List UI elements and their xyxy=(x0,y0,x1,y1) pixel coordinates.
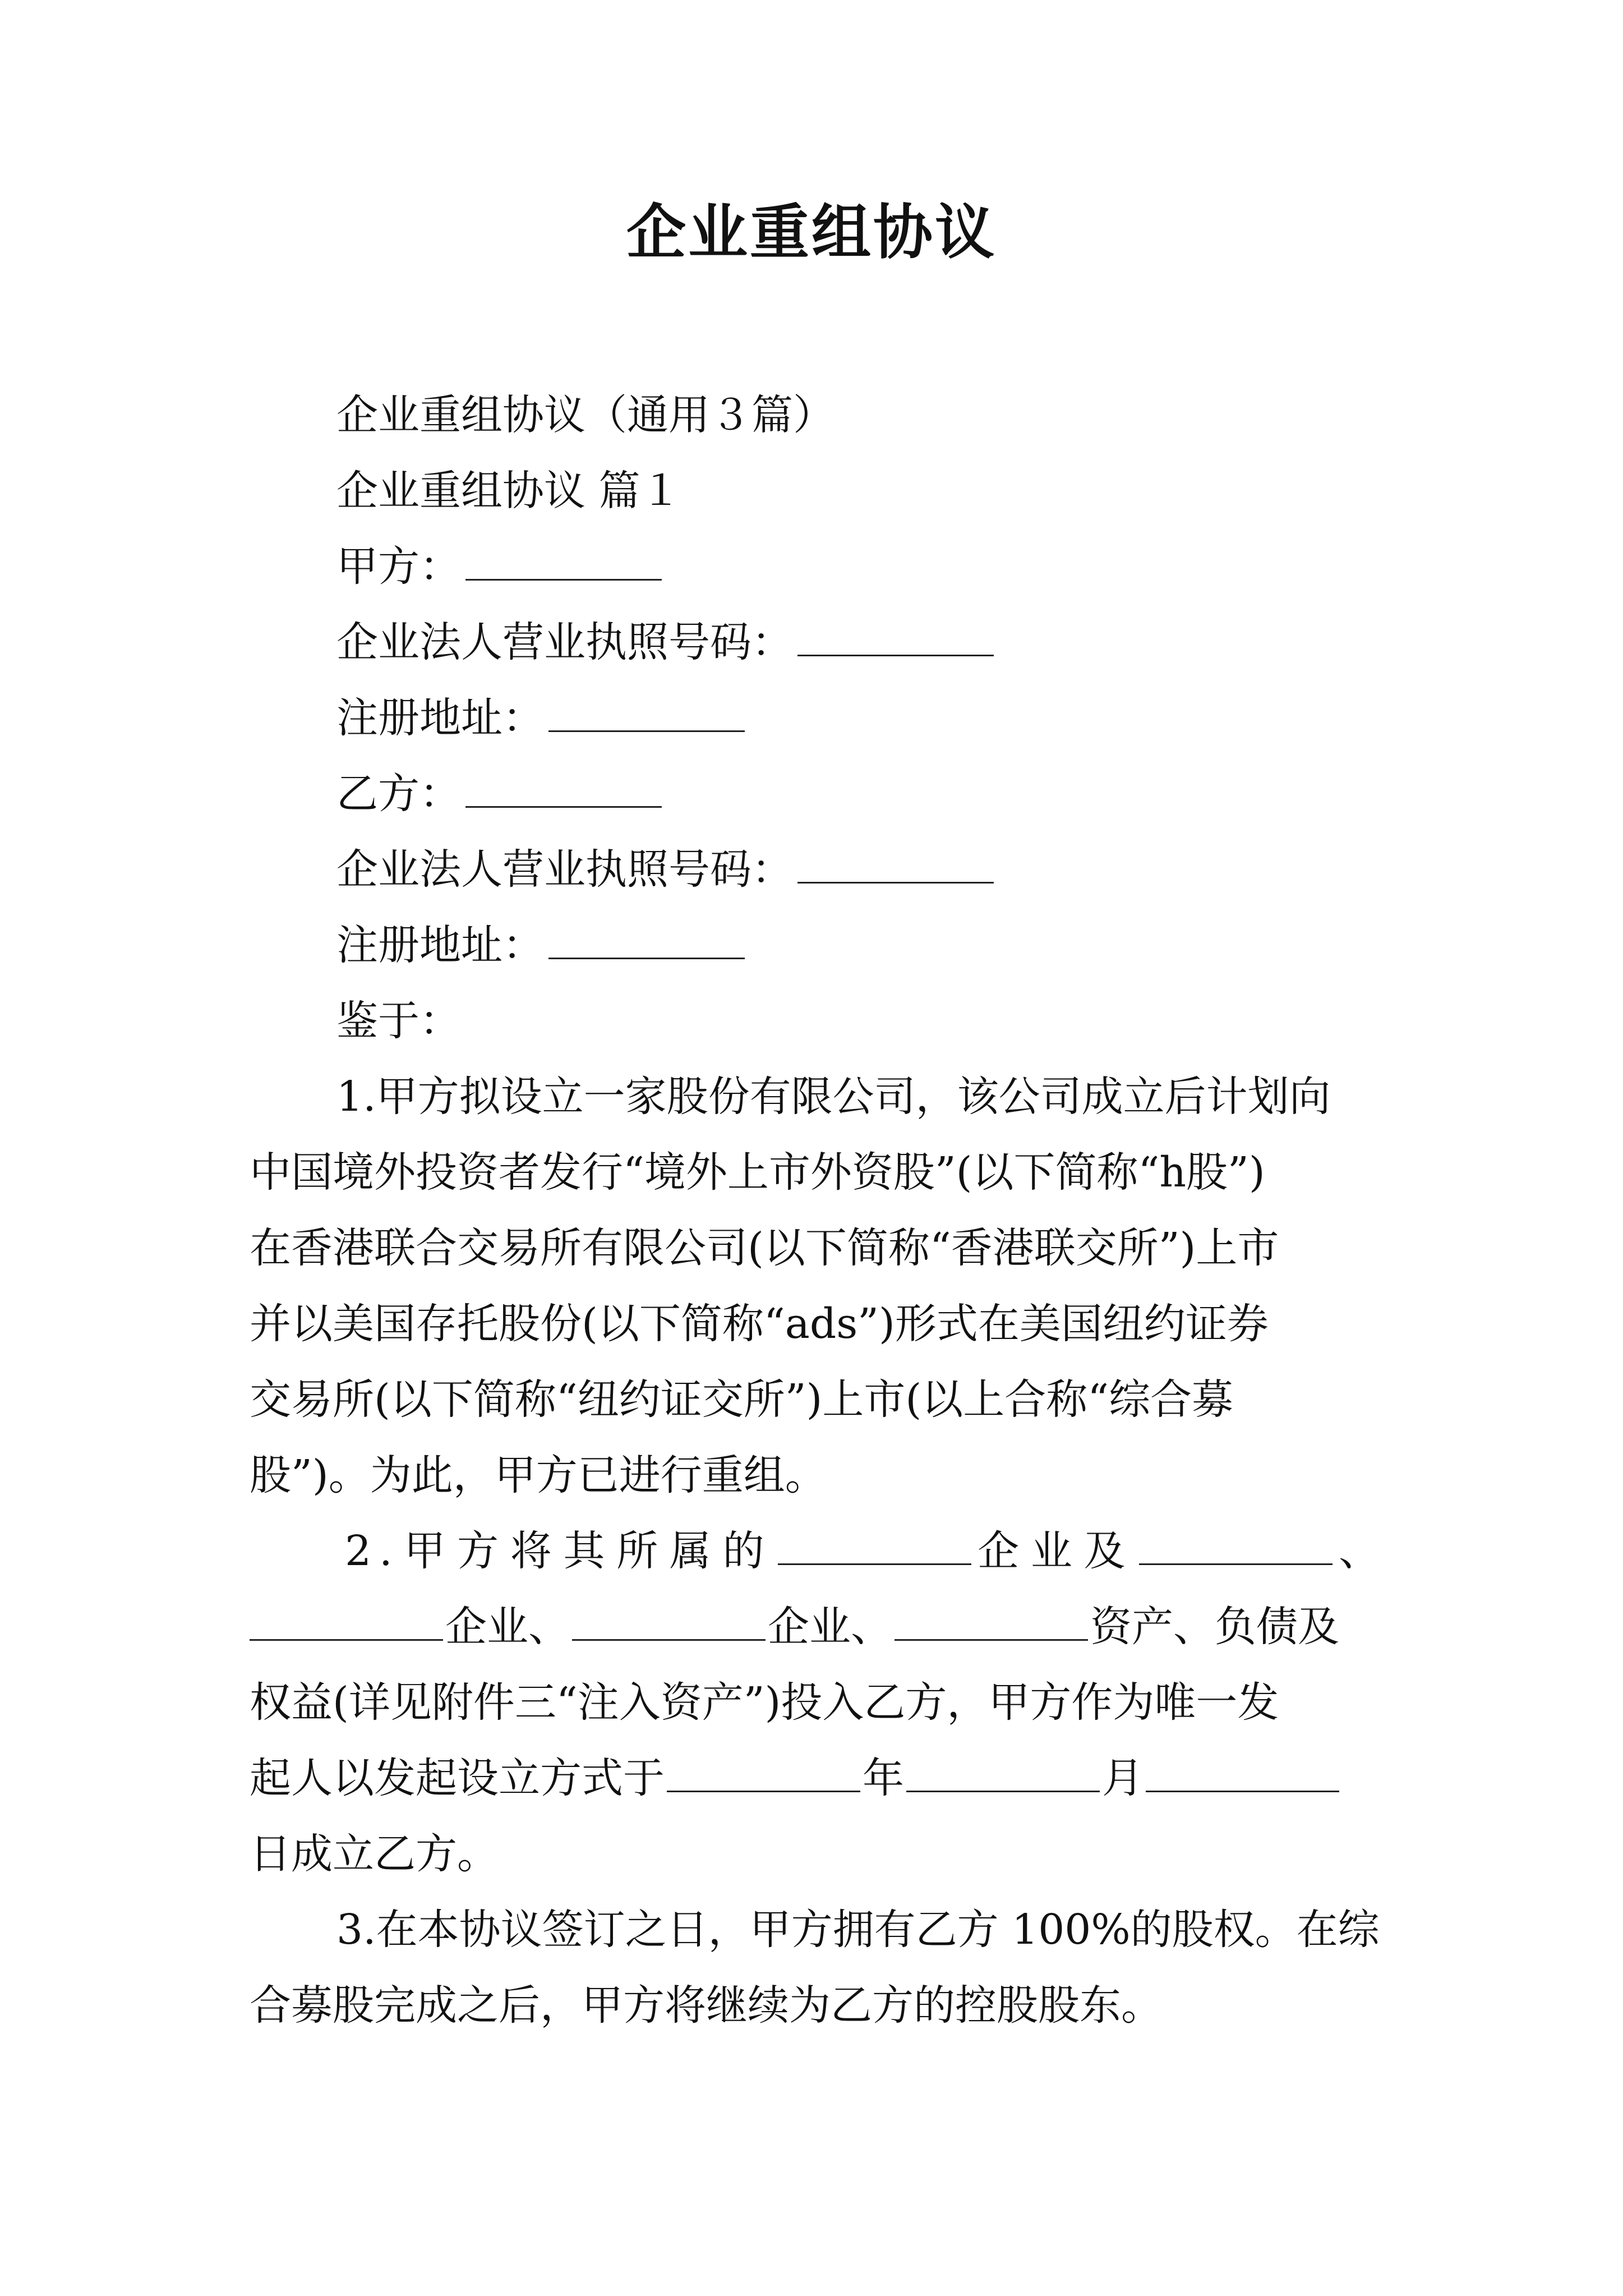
party-a-address-field xyxy=(336,690,749,746)
party-b-address-field xyxy=(336,917,749,973)
party-a-address-blank xyxy=(548,697,745,732)
whereas-label: 鉴于： xyxy=(336,997,461,1045)
clause-2-line-4 xyxy=(250,1750,1388,1806)
clause-2-text-4a: 起人以发起设立方式于 xyxy=(250,1754,665,1802)
clause-1-line-2: 中国境外投资者发行“境外上市外资股”(以下简称“h股”) xyxy=(250,1148,1265,1197)
clause-2-blank-7 xyxy=(906,1757,1100,1792)
clause-2-text-4c: 月 xyxy=(1102,1754,1144,1802)
document-subtitle: 企业重组协议（通用３篇） xyxy=(336,391,834,439)
party-a-field xyxy=(336,539,666,595)
clause-2-blank-1 xyxy=(778,1530,971,1565)
clause-1-line-5: 交易所(以下简称“纽约证交所”)上市(以上合称“综合募 xyxy=(250,1375,1234,1424)
party-b-label: 乙方： xyxy=(336,770,461,818)
clause-2-blank-5 xyxy=(895,1605,1088,1641)
clause-1-line-4: 并以美国存托股份(以下简称“ads”)形式在美国纽约证券 xyxy=(250,1300,1269,1348)
clause-2-blank-8 xyxy=(1146,1757,1339,1792)
party-a-license-label: 企业法人营业执照号码： xyxy=(336,618,793,666)
section-heading: 企业重组协议 篇１ xyxy=(336,467,682,515)
clause-2-text-4b: 年 xyxy=(863,1754,904,1802)
party-b-field xyxy=(336,766,666,822)
clause-2-line-5: 日成立乙方。 xyxy=(250,1830,499,1878)
clause-1-line-6: 股”)。为此，甲方已进行重组。 xyxy=(250,1451,827,1499)
clause-1-line-1: 1.甲方拟设立一家股份有限公司，该公司成立后计划向 xyxy=(336,1073,1331,1121)
party-b-license-field xyxy=(336,841,998,898)
party-a-blank xyxy=(465,545,662,581)
clause-1-line-3: 在香港联合交易所有限公司(以下简称“香港联交所”)上市 xyxy=(250,1224,1279,1272)
clause-2-text-2c: 资产、负债及 xyxy=(1090,1603,1339,1651)
clause-2-blank-6 xyxy=(667,1757,860,1792)
party-b-blank xyxy=(465,772,662,808)
clause-2-text-1a: 2.甲方将其所属的 xyxy=(345,1527,776,1575)
party-a-label: 甲方： xyxy=(336,542,461,591)
party-a-address-label: 注册地址： xyxy=(336,694,544,742)
clause-2-blank-4 xyxy=(572,1605,766,1641)
clause-2-text-1b: 企业及 xyxy=(974,1527,1137,1575)
clause-2-blank-3 xyxy=(250,1605,443,1641)
party-b-license-label: 企业法人营业执照号码： xyxy=(336,845,793,894)
clause-2-blank-2 xyxy=(1139,1530,1332,1565)
party-b-address-label: 注册地址： xyxy=(336,921,544,969)
clause-2-text-1c: 、 xyxy=(1335,1527,1389,1575)
clause-2-line-1 xyxy=(345,1523,1388,1579)
party-b-license-blank xyxy=(797,848,994,884)
clause-2-line-3: 权益(详见附件三“注入资产”)投入乙方，甲方作为唯一发 xyxy=(250,1678,1279,1727)
clause-2-text-2b: 企业、 xyxy=(768,1603,892,1651)
clause-3-line-2: 合募股完成之后，甲方将继续为乙方的控股股东。 xyxy=(250,1981,1163,2030)
party-b-address-blank xyxy=(548,924,745,959)
clause-2-line-2 xyxy=(250,1599,1388,1655)
clause-2-text-2a: 企业、 xyxy=(445,1603,570,1651)
document-title: 企业重组协议 xyxy=(626,198,997,267)
party-a-license-field xyxy=(336,614,998,670)
party-a-license-blank xyxy=(797,621,994,656)
clause-3-line-1: 3.在本协议签订之日，甲方拥有乙方 100%的股权。在综 xyxy=(336,1906,1380,1954)
